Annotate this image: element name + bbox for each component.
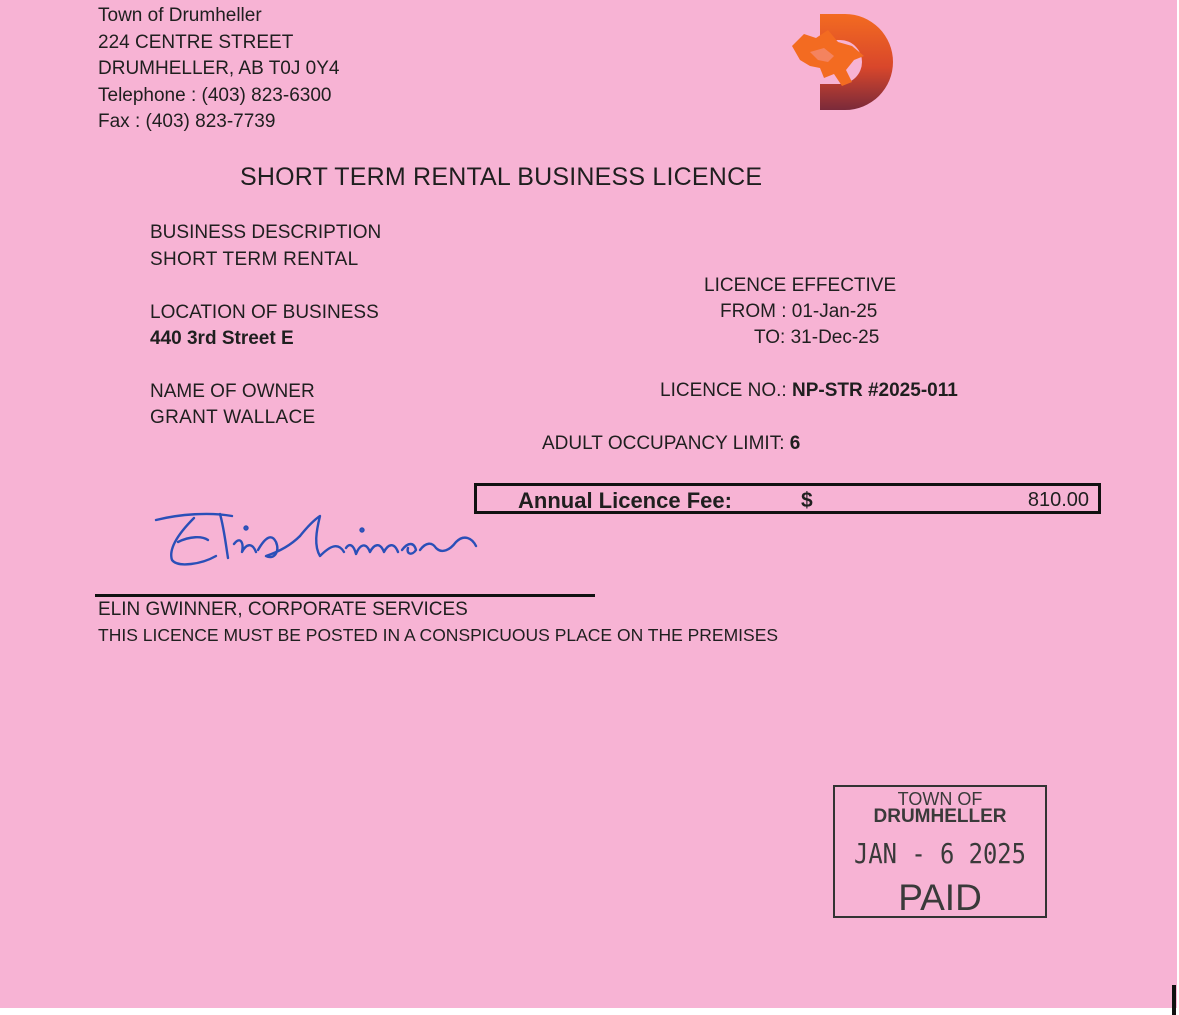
- occupancy-value: 6: [789, 433, 801, 454]
- posting-notice: THIS LICENCE MUST BE POSTED IN A CONSPICUOUS PLACE ON THE PREMISES: [98, 625, 779, 645]
- document-title: SHORT TERM RENTAL BUSINESS LICENCE: [240, 163, 763, 191]
- occupancy-label: ADULT OCCUPANCY LIMIT:: [542, 433, 785, 454]
- licence-number: [660, 380, 958, 402]
- to-value: 31-Dec-25: [790, 327, 880, 348]
- signatory-name: ELIN GWINNER, CORPORATE SERVICES: [98, 599, 468, 620]
- to-label: TO:: [754, 327, 786, 348]
- scan-edge-mark: [1172, 985, 1176, 1015]
- drumheller-d-dinosaur-logo-icon: [790, 12, 898, 112]
- business-description-label: BUSINESS DESCRIPTION: [150, 222, 382, 243]
- header-address: [98, 3, 339, 136]
- fee-label: Annual Licence Fee:: [518, 488, 732, 513]
- owner-value: GRANT WALLACE: [150, 407, 316, 428]
- from-value: 01-Jan-25: [791, 301, 878, 322]
- street-address: 224 CENTRE STREET: [98, 31, 294, 53]
- occupancy-limit: [542, 433, 800, 455]
- licence-number-value: NP-STR #2025-011: [791, 380, 958, 401]
- handwritten-signature: [150, 506, 485, 576]
- fax: Fax : (403) 823-7739: [98, 111, 276, 132]
- from-label: FROM :: [720, 301, 787, 322]
- paid-stamp: [833, 785, 1047, 918]
- owner-label: NAME OF OWNER: [150, 381, 315, 402]
- location-value: 440 3rd Street E: [150, 328, 294, 349]
- signature-line: [95, 594, 595, 597]
- annual-fee-box: [474, 483, 1101, 514]
- stamp-date: JAN - 6 2025: [854, 837, 1026, 870]
- org-name: Town of Drumheller: [98, 5, 262, 26]
- stamp-status: PAID: [898, 877, 982, 918]
- licence-number-label: LICENCE NO.:: [660, 380, 787, 401]
- licence-from: [720, 301, 877, 323]
- business-description-value: SHORT TERM RENTAL: [150, 249, 359, 270]
- city-address: DRUMHELLER, AB T0J 0Y4: [98, 58, 340, 79]
- fee-currency: $: [801, 489, 813, 512]
- stamp-line1: TOWN OF: [897, 789, 983, 809]
- licence-effective-label: LICENCE EFFECTIVE: [704, 275, 897, 296]
- licence-to: [754, 327, 879, 349]
- telephone: Telephone : (403) 823-6300: [98, 84, 332, 106]
- location-label: LOCATION OF BUSINESS: [150, 302, 379, 323]
- stamp-line2: DRUMHELLER: [873, 806, 1007, 827]
- fee-amount: 810.00: [1027, 489, 1089, 511]
